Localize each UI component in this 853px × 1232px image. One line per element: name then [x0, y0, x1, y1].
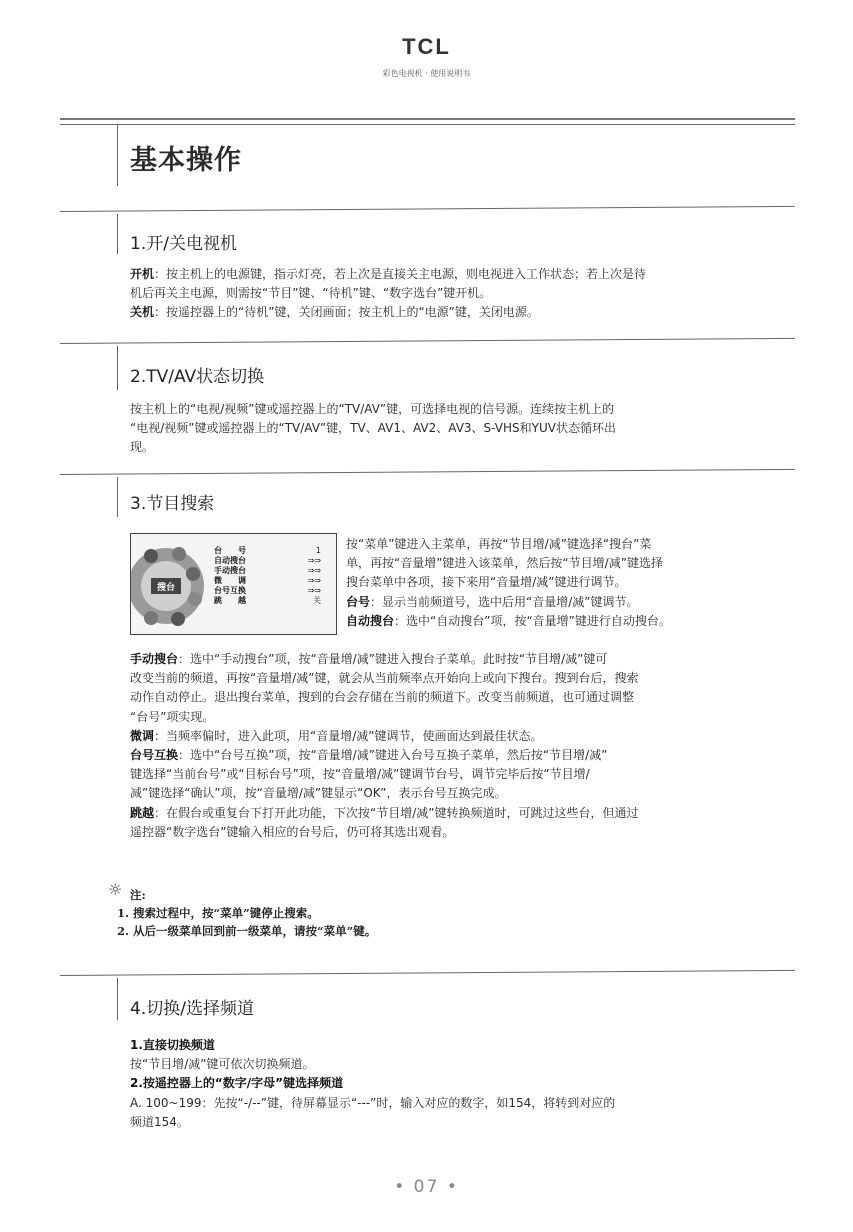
keyword: 1.直接切换频道	[130, 1038, 215, 1052]
section-3-side-text	[346, 535, 786, 631]
section-3-title: 3.节目搜索	[130, 494, 215, 514]
text-run: 键选择“当前台号”或“目标台号”项，按“音量增/减”键调节台号，调节完毕后按“节目增/	[130, 767, 590, 782]
paragraph-line	[130, 284, 785, 303]
paragraph-line	[130, 1055, 785, 1074]
section-3-divider	[117, 477, 118, 517]
text-run: ：选中“手动搜台”项，按“音量增/减”键进入搜台子菜单。此时按“节目增/减”键可	[178, 652, 608, 666]
keyword: 手动搜台	[130, 652, 179, 666]
paragraph-line	[130, 1113, 785, 1132]
text-run: 现。	[130, 440, 155, 455]
section-2-divider	[117, 346, 118, 390]
keyword: 跳越	[130, 805, 155, 820]
section-4-divider	[117, 978, 118, 1020]
menu-row-skip: 跳 越 关	[214, 596, 321, 605]
paragraph-line	[130, 419, 785, 438]
keyword: 自动搜台	[346, 613, 395, 628]
page-number: • 07 •	[394, 1177, 459, 1197]
paragraph-line	[130, 265, 785, 284]
paragraph-line	[346, 535, 786, 554]
header-subtitle: 彩色电视机 · 使用说明书	[382, 69, 471, 78]
section-1-rule	[60, 206, 795, 212]
paragraph-line	[130, 688, 785, 707]
note-label: 注:	[130, 888, 146, 902]
text-run: 遥控器“数字选台”键输入相应的台号后，仍可将其选出观看。	[130, 824, 455, 839]
paragraph-line	[130, 1036, 785, 1055]
section-3-rule	[60, 469, 795, 475]
paragraph-line	[130, 303, 785, 322]
paragraph-line	[346, 612, 786, 631]
text-run: “台号”项实现。	[130, 709, 215, 724]
text-run: ：在假台或重复台下打开此功能，下次按“节目增/减”键转换频道时，可跳过这些台，但通过	[154, 805, 639, 820]
text-run: 搜台菜单中各项，接下来用“音量增/减”键进行调节。	[346, 575, 627, 590]
title-rule-bottom	[60, 124, 795, 125]
paragraph-line	[130, 804, 785, 823]
text-run: ：按主机上的电源键，指示灯亮，若上次是直接关主电源，则电视进入工作状态；若上次是待	[154, 267, 647, 281]
paragraph-line	[346, 573, 786, 592]
section-1-body	[130, 265, 785, 323]
text-run: “电视/视频”键或遥控器上的“TV/AV”键，TV、AV1、AV2、AV3、S-VHS和YUV状态循环出	[130, 421, 616, 436]
section-4-title: 4.切换/选择频道	[130, 999, 254, 1019]
search-menu-illustration	[130, 533, 337, 635]
paragraph-line	[346, 593, 786, 612]
text-run: A. 100~199：先按“-/--”键，待屏幕显示“---”时，输入对应的数字，如154，将转到对应的	[130, 1095, 616, 1110]
paragraph-line	[130, 746, 785, 765]
keyword: 台号互换	[130, 748, 179, 763]
text-run: 机后再关主电源，则需按“节目”键、“待机”键、“数字选台”键开机。	[130, 286, 492, 301]
text-run: 单，再按“音量增”键进入该菜单，然后按“节目增/减”键选择	[346, 556, 663, 571]
title-divider	[117, 124, 118, 186]
paragraph-line	[130, 650, 785, 669]
section-2-body	[130, 400, 785, 458]
keyword: 开机	[130, 267, 155, 281]
text-run: 动作自动停止。退出搜台菜单，搜到的台会存储在当前的频道下。改变当前频道，也可通过调整	[130, 690, 635, 705]
paragraph-line	[130, 1094, 785, 1113]
text-run: 按“菜单”键进入主菜单，再按“节目增/减”键选择“搜台”菜	[346, 537, 652, 551]
text-run: 改变当前的频道，再按“音量增/减”键，就会从当前频率点开始向上或向下搜台。搜到台后，搜索	[130, 671, 639, 686]
paragraph-line	[346, 554, 786, 573]
section-2-rule	[60, 338, 795, 344]
menu-center-label: 搜台	[156, 583, 175, 593]
paragraph-line	[130, 1074, 785, 1093]
text-run: ：按遥控器上的“待机”键，关闭画面；按主机上的“电源”键，关闭电源。	[154, 305, 539, 320]
text-run: 按主机上的“电视/视频”键或遥控器上的“TV/AV”键，可选择电视的信号源。连续按主机上的	[130, 402, 615, 416]
paragraph-line	[130, 765, 785, 784]
paragraph-line	[130, 823, 785, 842]
keyword: 关机	[130, 305, 155, 320]
text-run: ：显示当前频道号，选中后用“音量增/减”键调节。	[370, 594, 639, 609]
keyword: 微调	[130, 728, 155, 743]
menu-row-fine-tune: 微 调 ⇒⇒	[214, 576, 321, 585]
section-2-title: 2.TV/AV状态切换	[130, 367, 265, 387]
paragraph-line	[130, 708, 785, 727]
lightbulb-icon: ☼	[108, 880, 123, 899]
menu-row-swap: 台号互换 ⇒⇒	[214, 586, 321, 595]
text-run: ：选中“自动搜台”项，按“音量增”键进行自动搜台。	[394, 613, 671, 628]
paragraph-line	[130, 784, 785, 803]
keyword: 2.按遥控器上的“数字/字母”键选择频道	[130, 1076, 344, 1091]
note-item-2: 2. 从后一级菜单回到前一级菜单，请按“菜单”键。	[117, 924, 377, 938]
section-4-body	[130, 1036, 785, 1132]
text-run: ：当频率偏时，进入此项，用“音量增/减”键调节，使画面达到最佳状态。	[154, 728, 543, 743]
menu-row-auto-search: 自动搜台 ⇒⇒	[214, 556, 321, 565]
section-1-divider	[117, 214, 118, 254]
section-3-body	[130, 650, 785, 842]
paragraph-line	[130, 669, 785, 688]
note-item-1: 1. 搜索过程中，按“菜单”键停止搜索。	[117, 906, 319, 920]
text-run: 按“节目增/减”键可依次切换频道。	[130, 1057, 315, 1072]
text-run: ：选中“台号互换”项，按“音量增/减”键进入台号互换子菜单，然后按“节目增/减”	[178, 748, 608, 763]
menu-row-channel: 台 号 1	[214, 546, 321, 555]
keyword: 台号	[346, 594, 371, 609]
paragraph-line	[130, 438, 785, 457]
paragraph-line	[130, 400, 785, 419]
brand-logo: TCL	[402, 34, 451, 59]
section-4-rule	[60, 970, 795, 976]
text-run: 频道154。	[130, 1114, 189, 1129]
title-rule-top	[60, 118, 795, 120]
paragraph-line	[130, 727, 785, 746]
section-1-title: 1.开/关电视机	[130, 234, 237, 254]
text-run: 减”键选择“确认”项，按“音量增/减”键显示“OK”，表示台号互换完成。	[130, 786, 507, 801]
page-title: 基本操作	[130, 145, 242, 176]
menu-row-manual-search: 手动搜台 ⇒⇒	[214, 566, 321, 575]
